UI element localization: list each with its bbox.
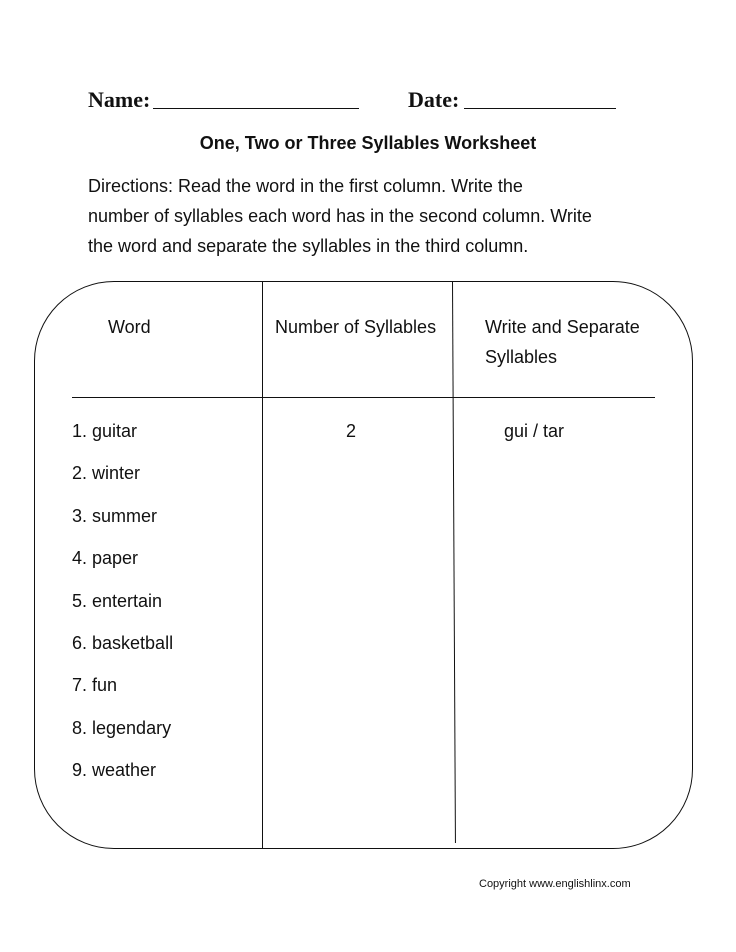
name-blank-line[interactable]	[153, 108, 359, 109]
word-list	[72, 416, 173, 798]
copyright-text: Copyright www.englishlinx.com	[479, 878, 631, 890]
list-item: 2. winter	[72, 463, 141, 484]
column-divider	[262, 281, 263, 849]
directions-line: number of syllables each word has in the second column. Write	[88, 206, 592, 226]
list-item: 4. paper	[72, 548, 139, 569]
example-separated-word: gui / tar	[504, 421, 565, 441]
name-label: Name:	[88, 87, 151, 112]
list-item: 1. guitar	[72, 421, 138, 441]
directions	[88, 171, 688, 261]
column-header-write-and-separate: Write and Separate Syllables	[485, 317, 640, 367]
directions-line: Directions: Read the word in the first column. Write the	[88, 176, 523, 196]
header-rule	[72, 397, 655, 398]
example-syllable-count: 2	[346, 421, 357, 441]
list-item: 8. legendary	[72, 717, 172, 738]
list-item: 7. fun	[72, 675, 118, 696]
worksheet-title: One, Two or Three Syllables Worksheet	[199, 133, 537, 153]
column-header-word: Word	[108, 317, 151, 337]
date-label: Date:	[408, 87, 460, 112]
list-item: 9. weather	[72, 760, 157, 781]
list-item: 6. basketball	[72, 632, 174, 653]
directions-line: the word and separate the syllables in the third column.	[88, 236, 529, 256]
list-item: 3. summer	[72, 505, 158, 526]
list-item: 5. entertain	[72, 590, 163, 611]
column-header-number-of-syllables: Number of Syllables	[275, 317, 437, 337]
date-blank-line[interactable]	[464, 108, 616, 109]
